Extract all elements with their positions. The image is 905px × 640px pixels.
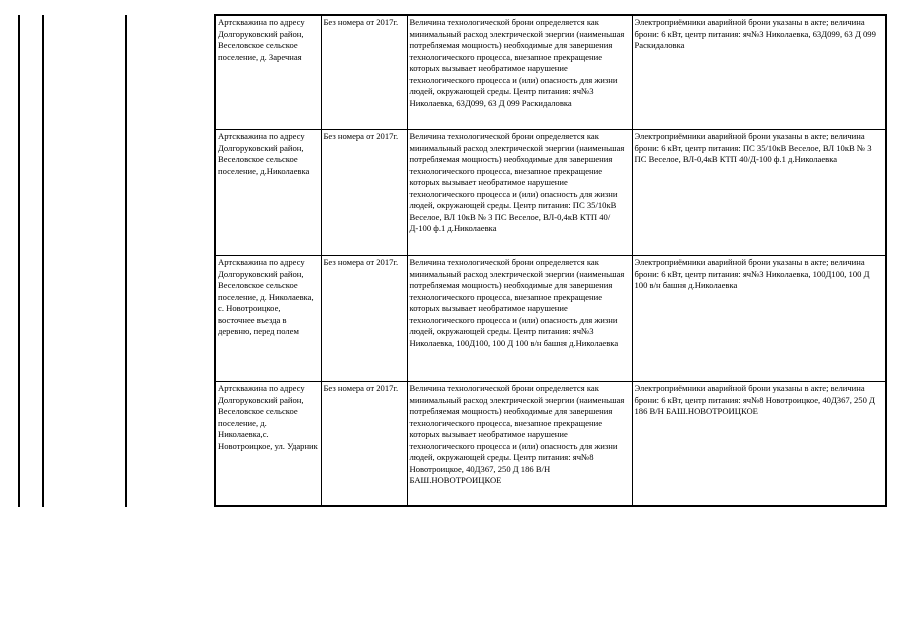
receivers-cell: Электроприёмники аварийной брони указаны в акте; величина брони: 6 кВт, центр питания: яч№8 Новотроицкое, 40Д367, 250 Д 186 В/Н БАШ.НОВОТРОИЦКОЕ: [632, 382, 886, 507]
act-number-cell: Без номера от 2017г.: [321, 382, 407, 507]
left-margin-line-1: [18, 15, 20, 507]
object-address-cell: Артскважина по адресу Долгоруковский район, Веселовское сельское поселение, д. Николаевка,с. Новотроицкое, ул. Ударник: [215, 382, 321, 507]
reserve-description-cell: Величина технологической брони определяется как минимальный расход электрической энергии (наименьшая потребляемая мощность) необходимые для завершения технологического процесса, внезапное прекращение которых вызывает необратимое нарушение технологического процесса и (или) опасность для жизни людей, окружающей среды. Центр питания: яч№8 Новотроицкое, 40Д367, 250 Д 186 В/Н БАШ.НОВОТРОИЦКОЕ: [407, 382, 632, 507]
act-number-cell: Без номера от 2017г.: [321, 15, 407, 130]
object-address-cell: Артскважина по адресу Долгоруковский район, Веселовское сельское поселение, д. Николаевка, с. Новотроицкое, восточнее въезда в деревню, перед полем: [215, 256, 321, 382]
table-row: [215, 15, 886, 130]
object-address-cell: Артскважина по адресу Долгоруковский район, Веселовское сельское поселение, д. Заречная: [215, 15, 321, 130]
receivers-cell: Электроприёмники аварийной брони указаны в акте; величина брони: 6 кВт, центр питания: яч№3 Николаевка, 63Д099, 63 Д 099 Раскидаловка: [632, 15, 886, 130]
receivers-cell: Электроприёмники аварийной брони указаны в акте; величина брони: 6 кВт, центр питания: ПС 35/10кВ Веселое, ВЛ 10кВ № 3 ПС Веселое, ВЛ-0,4кВ КТП 40/Д-100 ф.1 д.Николаевка: [632, 130, 886, 256]
object-address-cell: Артскважина по адресу Долгоруковский район, Веселовское сельское поселение, д.Николаевка: [215, 130, 321, 256]
act-number-cell: Без номера от 2017г.: [321, 130, 407, 256]
act-number-cell: Без номера от 2017г.: [321, 256, 407, 382]
reserve-description-cell: Величина технологической брони определяется как минимальный расход электрической энергии (наименьшая потребляемая мощность) необходимые для завершения технологического процесса, внезапное прекращение которых вызывает необратимое нарушение технологического процесса и (или) опасность для жизни людей, окружающей среды. Центр питания: яч№3 Николаевка, 100Д100, 100 Д 100 в/н башня д.Николаевка: [407, 256, 632, 382]
table-row: [215, 382, 886, 507]
left-margin-line-2: [42, 15, 44, 507]
receivers-cell: Электроприёмники аварийной брони указаны в акте; величина брони: 6 кВт, центр питания: яч№3 Николаевка, 100Д100, 100 Д 100 в/н башня д.Николаевка: [632, 256, 886, 382]
table-row: [215, 256, 886, 382]
reserve-description-cell: Величина технологической брони определяется как минимальный расход электрической энергии (наименьшая потребляемая мощность) необходимые для завершения технологического процесса, внезапное прекращение которых вызывает необратимое нарушение технологического процесса и (или) опасность для жизни людей, окружающей среды. Центр питания: яч№3 Николаевка, 63Д099, 63 Д 099 Раскидаловка: [407, 15, 632, 130]
table-row: [215, 130, 886, 256]
left-margin-line-3: [125, 15, 127, 507]
emergency-reserve-table: [214, 14, 887, 507]
reserve-description-cell: Величина технологической брони определяется как минимальный расход электрической энергии (наименьшая потребляемая мощность) необходимые для завершения технологического процесса, внезапное прекращение которых вызывает необратимое нарушение технологического процесса и (или) опасность для жизни людей, окружающей среды. Центр питания: ПС 35/10кВ Веселое, ВЛ 10кВ № 3 ПС Веселое, ВЛ-0,4кВ КТП 40/Д-100 ф.1 д.Николаевка: [407, 130, 632, 256]
